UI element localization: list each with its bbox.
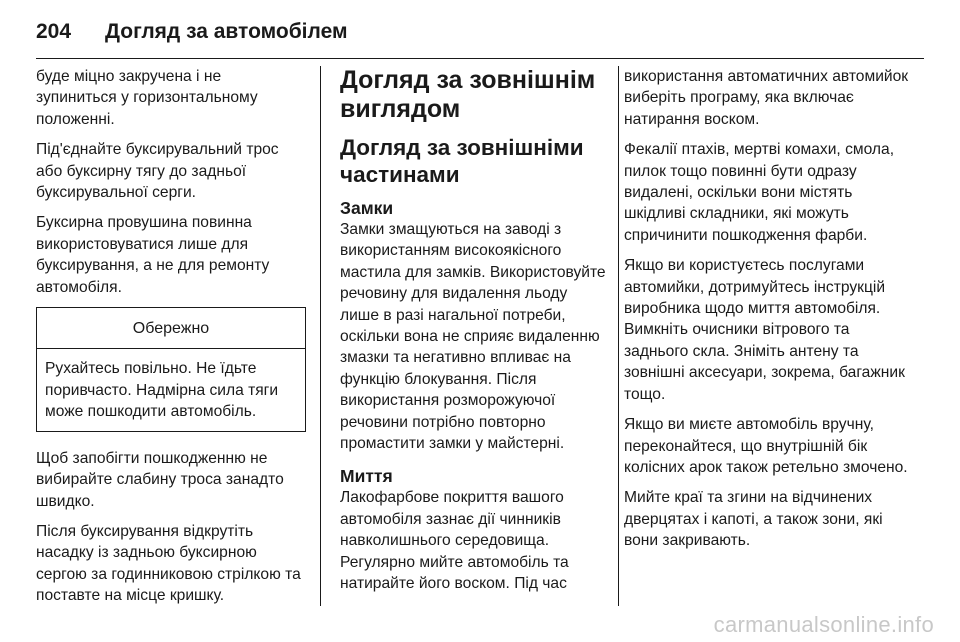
watermark: carmanualsonline.info bbox=[713, 612, 934, 637]
washing-block bbox=[340, 466, 608, 594]
warning-title: Обережно bbox=[37, 308, 305, 349]
section-title: Догляд за автомобілем bbox=[105, 20, 348, 43]
paragraph: Після буксирування відкрутіть насадку із задньою буксирною сергою за годинниковою стрілкою та поставте на місце кришку. bbox=[36, 522, 301, 605]
locks-heading: Замки bbox=[340, 198, 394, 218]
paragraph: буде міцно закручена і не зупиниться у горизонтальному положенні. bbox=[36, 68, 258, 128]
column-2 bbox=[340, 66, 608, 607]
paragraph: Якщо ви користуєтесь послугами автомийки, дотримуйтесь інструкцій виробника щодо миття автомобіля. Вимкніть очисники вітрового та заднього скла. Зніміть антену та зовнішні аксесуари, зокрема, багажник тощо. bbox=[624, 257, 905, 403]
chapter-heading: Догляд за зовнішнім виглядом bbox=[340, 66, 596, 123]
section-heading: Догляд за зовнішніми частинами bbox=[340, 135, 584, 187]
paragraph: Фекалії птахів, мертві комахи, смола, пилок тощо повинні бути одразу видалені, оскільки вони містять шкідливі складники, які можуть спричинити пошкодження фарби. bbox=[624, 141, 895, 244]
column-3 bbox=[624, 66, 914, 561]
paragraph: використання автоматичних автомийок виберіть програму, яка включає натирання воском. bbox=[624, 68, 909, 128]
paragraph: Якщо ви миєте автомобіль вручну, переконайтеся, що внутрішній бік колісних арок також ретельно змочено. bbox=[624, 416, 908, 476]
column-divider-1 bbox=[320, 66, 321, 606]
page-header bbox=[36, 20, 348, 50]
washing-text: Лакофарбове покриття вашого автомобіля зазнає дії чинників навколишнього середовища. Регулярно мийте автомобіль та натирайте його воском. Під час bbox=[340, 489, 569, 593]
paragraph: Буксирна провушина повинна використовуватися лише для буксирування, а не для ремонту автомобіля. bbox=[36, 214, 270, 296]
locks-block bbox=[340, 198, 608, 454]
locks-text: Замки змащуються на заводі з використанням високоякісного мастила для замків. Використовуйте речовину для видалення льоду лише в разі нагальної потреби, оскільки вона не сприяє видаленню змазки та негативно впливає на функцію блокування. Після використання розморожуючої речовини потрібно повторно промастити замки у майстерні. bbox=[340, 221, 606, 453]
warning-box bbox=[36, 307, 306, 432]
page-number: 204 bbox=[36, 20, 72, 43]
warning-text: Рухайтесь повільно. Не їдьте поривчасто. Надмірна сила тяги може пошкодити автомобіль. bbox=[45, 360, 279, 421]
paragraph: Щоб запобігти пошкодженню не вибирайте слабину троса занадто швидко. bbox=[36, 449, 284, 510]
header-divider bbox=[36, 58, 924, 59]
washing-heading: Миття bbox=[340, 466, 393, 487]
column-1 bbox=[36, 66, 306, 616]
paragraph: Під'єднайте буксирувальний трос або буксирну тягу до задньої буксирувальної серги. bbox=[36, 141, 279, 202]
column-divider-2 bbox=[618, 66, 619, 606]
paragraph: Мийте краї та згини на відчинених дверцятах і капоті, а також зони, які вони закривають. bbox=[624, 489, 883, 550]
